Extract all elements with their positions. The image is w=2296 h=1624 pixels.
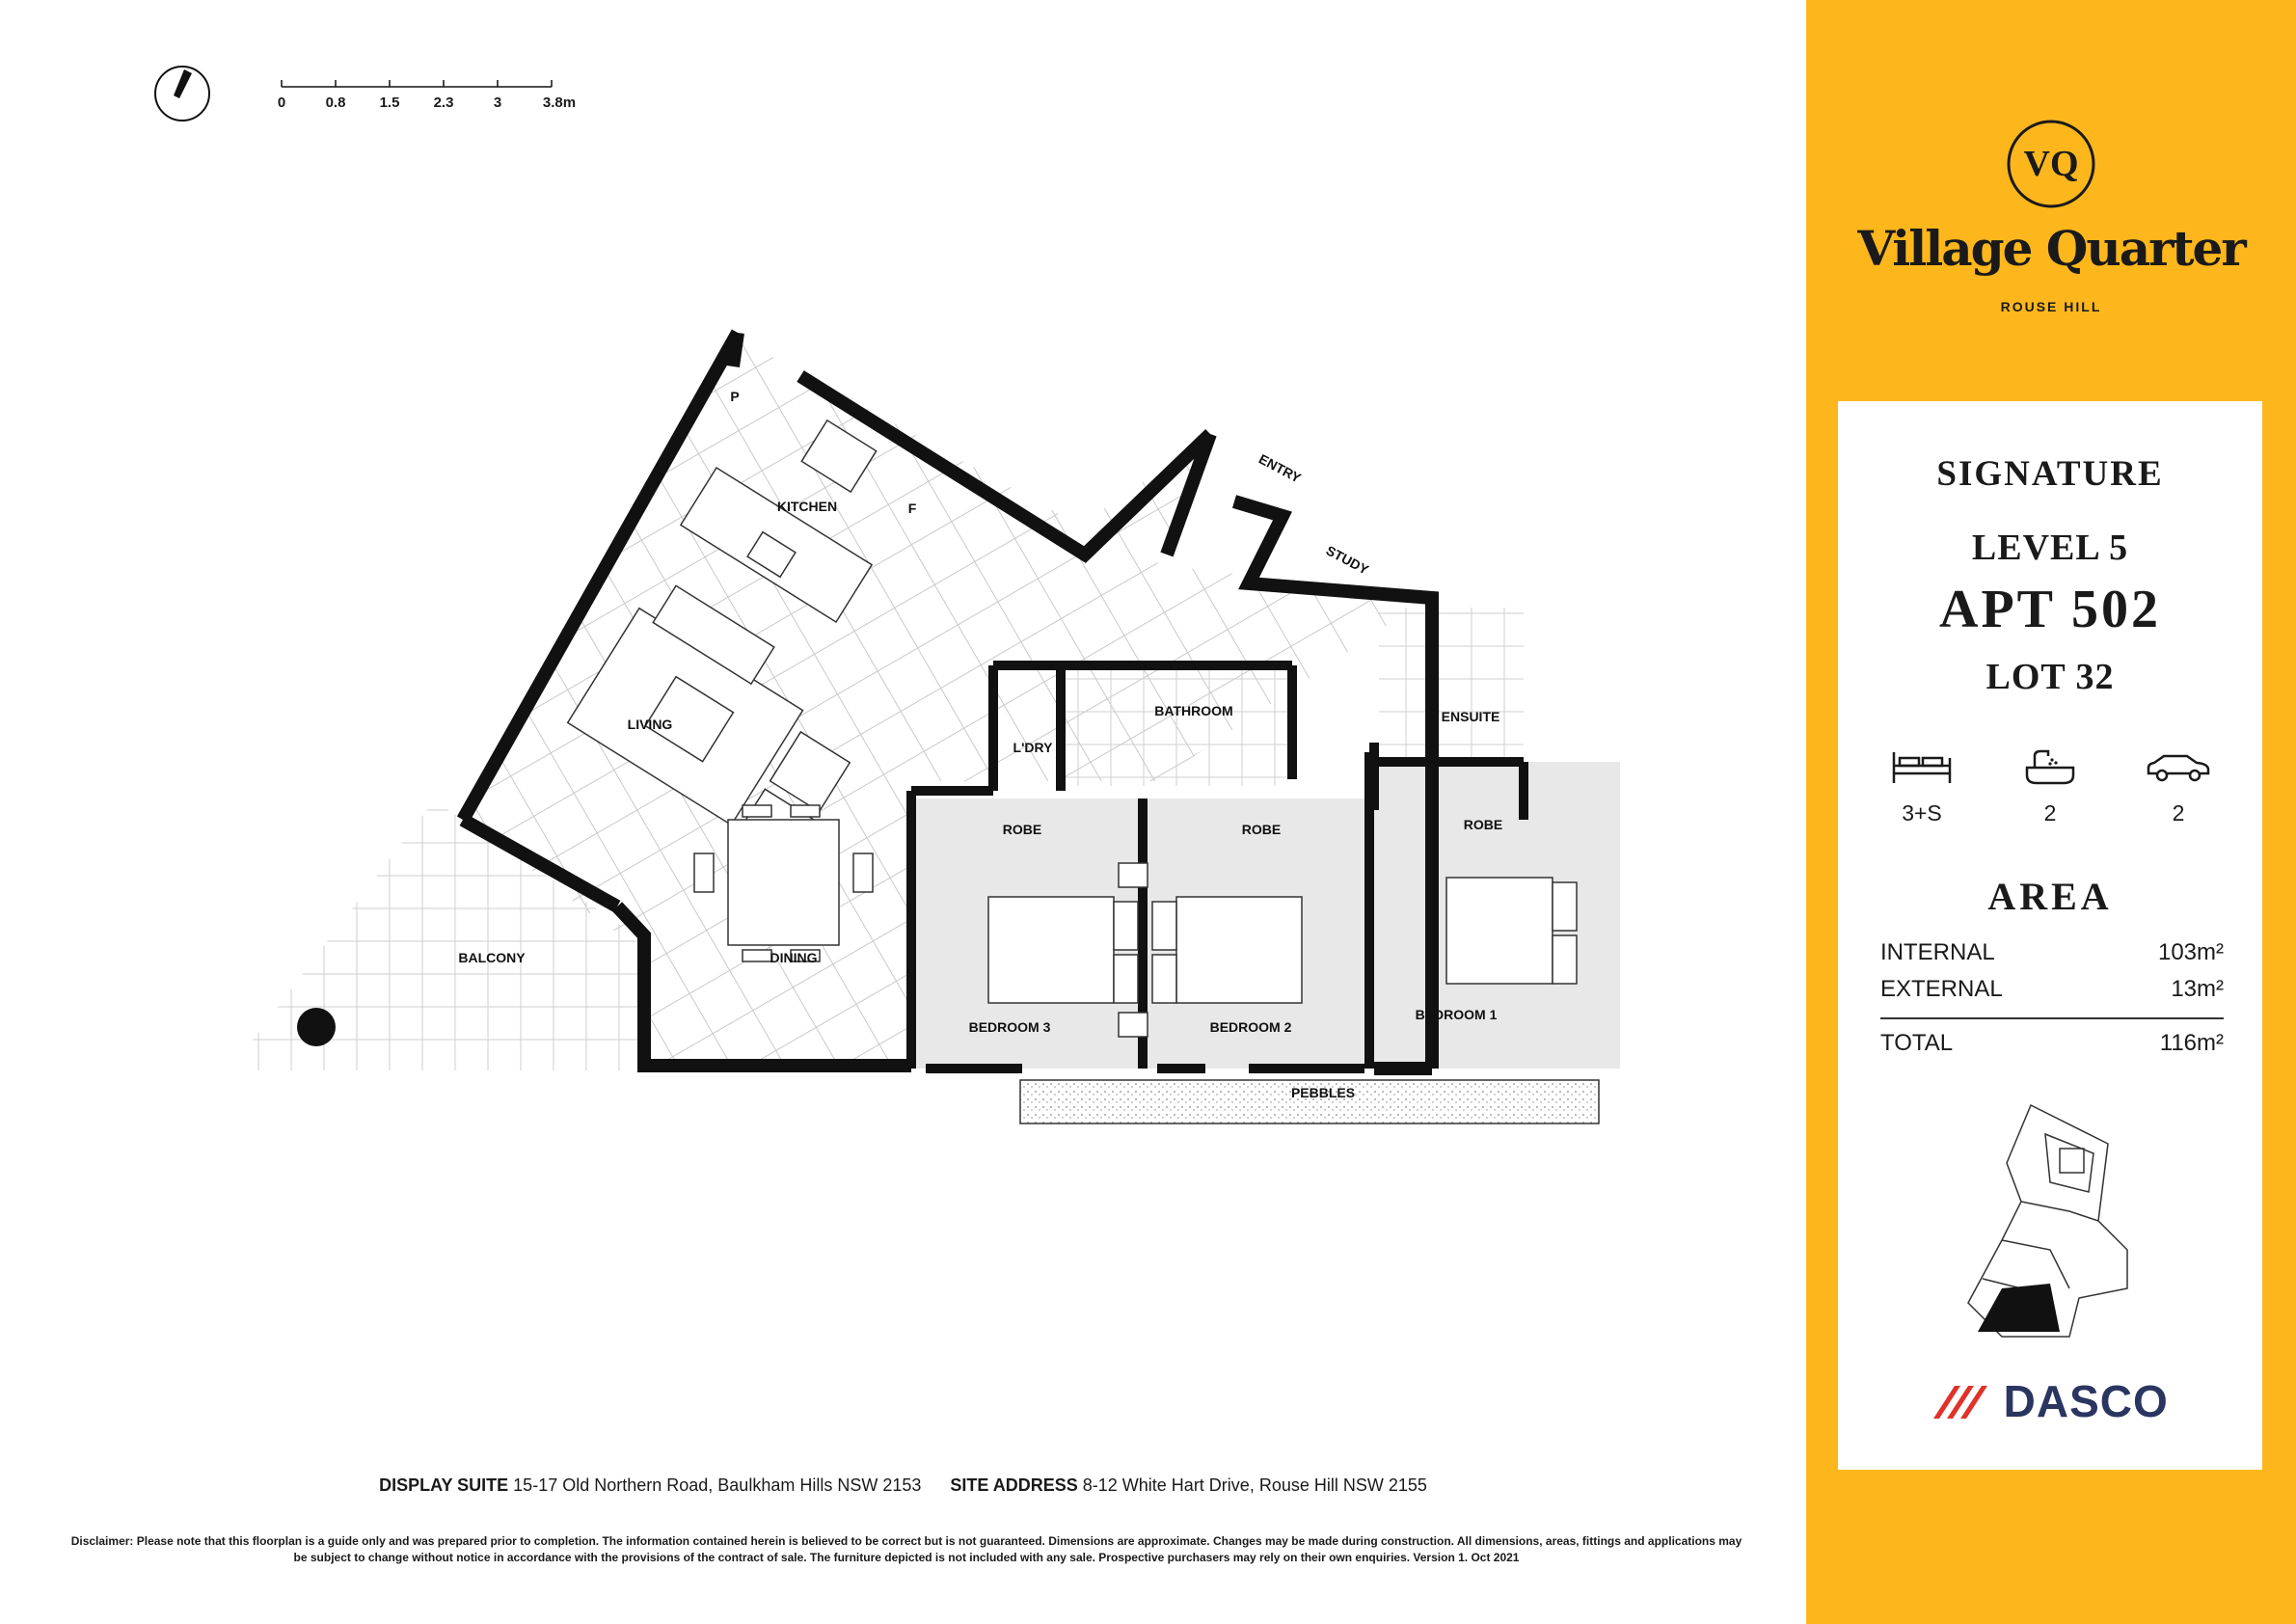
area-title: AREA xyxy=(1987,875,2113,918)
brand-logo xyxy=(1806,116,2296,217)
total-value: 116m² xyxy=(2159,1030,2224,1056)
study-label: STUDY xyxy=(1323,542,1372,578)
scale-tick-label: 0.8 xyxy=(325,95,346,111)
external-value: 13m² xyxy=(2171,976,2224,1002)
display-suite-label: DISPLAY SUITE xyxy=(379,1475,509,1495)
brand-name: Village Quarter xyxy=(1857,220,2245,277)
scale-bar xyxy=(277,75,588,123)
ensuite-floor xyxy=(1379,608,1524,762)
svg-text:VQ: VQ xyxy=(2023,144,2079,184)
total-label: TOTAL xyxy=(1880,1030,1954,1056)
laundry-label: L'DRY xyxy=(1013,740,1053,755)
scale-tick-label: 3 xyxy=(493,95,502,111)
bathrooms-feature xyxy=(1997,748,2103,826)
apartment-highlight xyxy=(1978,1284,2060,1332)
pebbles-label: PEBBLES xyxy=(1290,1085,1356,1100)
lot-number: LOT 32 xyxy=(1985,657,2115,697)
internal-value: 103m² xyxy=(2157,939,2224,965)
bedroom-3-label: BEDROOM 3 xyxy=(968,1019,1051,1035)
apartment-number: APT 502 xyxy=(1939,580,2161,639)
bathroom-label: BATHROOM xyxy=(1154,703,1233,718)
dining-label: DINING xyxy=(770,950,818,965)
living-label: LIVING xyxy=(627,717,673,732)
carparks-feature xyxy=(2125,748,2231,826)
north-compass-icon xyxy=(152,64,212,123)
level-title: LEVEL 5 xyxy=(1971,528,2129,568)
developer-logo xyxy=(1838,1375,2262,1427)
site-address-value: 8-12 White Hart Drive, Rouse Hill NSW 2155 xyxy=(1082,1475,1427,1495)
scale-tick-label: 0 xyxy=(277,95,286,111)
fridge-label: F xyxy=(907,501,917,516)
address-line xyxy=(0,1475,1806,1496)
display-suite-address: 15-17 Old Northern Road, Baulkham Hills NSW 2153 xyxy=(513,1475,922,1495)
kitchen-label: KITCHEN xyxy=(776,499,838,514)
area-divider xyxy=(1880,1017,2224,1019)
entry-label: ENTRY xyxy=(1256,450,1304,486)
balcony-label: BALCONY xyxy=(458,950,526,965)
scale-tick-label: 2.3 xyxy=(433,95,454,111)
planter-icon xyxy=(297,1008,336,1046)
vq-monogram-icon xyxy=(2003,116,2099,212)
site-address-label: SITE ADDRESS xyxy=(950,1475,1078,1495)
scale-tick-label: 1.5 xyxy=(379,95,400,111)
pantry-label: P xyxy=(730,389,740,404)
bathrooms-value: 2 xyxy=(2043,800,2057,826)
bedrooms-feature xyxy=(1869,748,1975,826)
scale-bar-line xyxy=(280,75,569,93)
floor-plan xyxy=(193,318,1620,1148)
info-card xyxy=(1838,401,2262,1470)
bed-icon xyxy=(1890,748,1954,787)
robe-label: ROBE xyxy=(1002,822,1042,837)
scale-tick-label: 3.8m xyxy=(542,95,577,111)
robe-label: ROBE xyxy=(1463,817,1503,832)
bathroom-floor xyxy=(1061,670,1292,786)
bedroom-2-label: BEDROOM 2 xyxy=(1209,1019,1292,1035)
external-label: EXTERNAL xyxy=(1880,976,2003,1002)
collection-title: SIGNATURE xyxy=(1936,454,2164,494)
carparks-value: 2 xyxy=(2172,800,2185,826)
dasco-mark-icon xyxy=(1931,1382,1999,1421)
key-plan xyxy=(1963,1096,2137,1356)
ensuite-label: ENSUITE xyxy=(1441,709,1500,724)
bath-icon xyxy=(2021,748,2079,787)
brand-location: ROUSE HILL xyxy=(2000,299,2102,314)
developer-name: DASCO xyxy=(2003,1376,2169,1426)
car-icon xyxy=(2145,748,2212,787)
internal-label: INTERNAL xyxy=(1880,939,1995,965)
disclaimer: Disclaimer: Please note that this floorplan is a guide only and was prepared prior to completion. The information contained herein is believed to be correct but is not guaranteed. Dimensions are approximate. Changes may be made during construction. All dimensions, areas, fittings and applications may be subject to change without notice in accordance with the provisions of the contract of sale. The furniture depicted is not included with any sale. Prospective purchasers may rely on their own enquiries. Version 1. Oct 2021 xyxy=(70,1534,1742,1564)
robe-label: ROBE xyxy=(1241,822,1282,837)
bedroom-1-label: BEDROOM 1 xyxy=(1415,1007,1498,1022)
bedrooms-value: 3+S xyxy=(1902,800,1942,826)
